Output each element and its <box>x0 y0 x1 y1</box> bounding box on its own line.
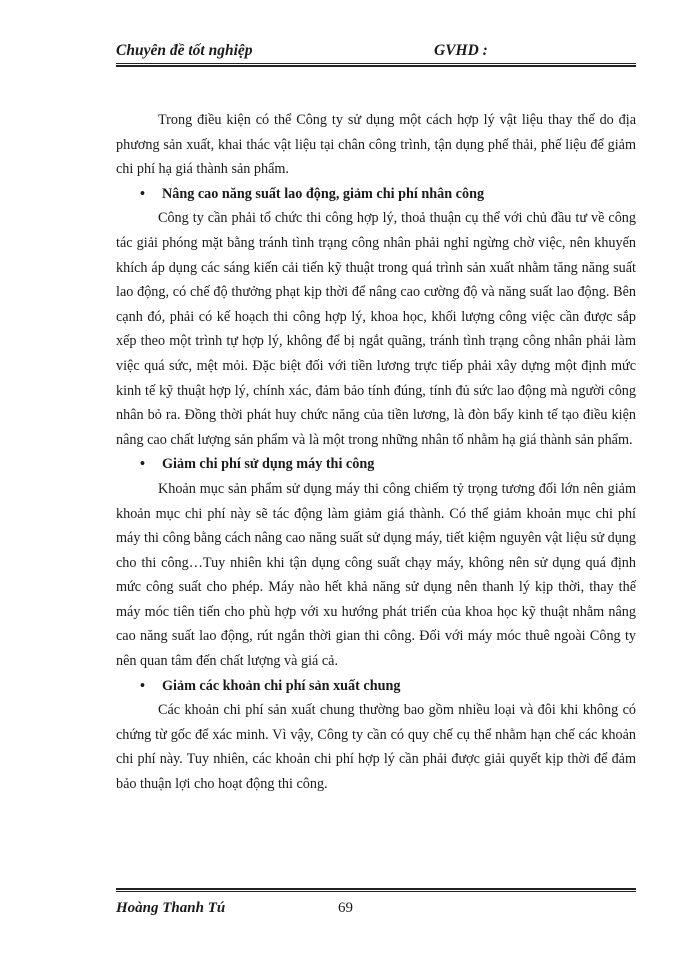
bullet-icon: • <box>140 185 145 202</box>
footer-rule-thick <box>116 888 636 890</box>
author-name: Hoàng Thanh Tú <box>116 900 226 916</box>
bullet-heading-labor <box>116 182 636 207</box>
header-rule-thin <box>116 63 636 64</box>
bullet-heading-overhead <box>116 674 636 699</box>
bullet-heading-machines <box>116 452 636 477</box>
bullet-heading-text: Nâng cao năng suất lao động, giảm chi phí nhân công <box>162 185 485 202</box>
document-title: Chuyên đề tốt nghiệp <box>116 42 253 59</box>
page-body <box>116 108 636 797</box>
header-rule-thick <box>116 65 636 67</box>
bullet-icon: • <box>140 677 145 694</box>
paragraph-machines: Khoản mục sản phẩm sử dụng máy thi công chiếm tỷ trọng tương đối lớn nên giảm khoản mục chi phí này sẽ tác động làm giảm giá thành. Có thể giảm khoản mục chi phí máy thi công bằng cách nâng cao năng suất sử dụng máy, tiết kiệm nguyên vật liệu sử dụng cho thi công…Tuy nhiên khi tận dụng công suất chạy máy, không nên sử dụng quá định mức công suất cho phép. Máy nào hết khả năng sử dụng nên thanh lý kịp thời, thay thế máy móc tiên tiến cho phù hợp với xu hướng phát triển của khoa học kỹ thuật nhằm nâng cao năng suất lao động, rút ngắn thời gian thi công. Đối với máy móc thuê ngoài Công ty nên quan tâm đến chất lượng và giá cả. <box>116 480 636 670</box>
footer-rule-thin <box>116 891 636 892</box>
page-number: 69 <box>338 900 353 916</box>
paragraph-overhead: Các khoản chi phí sản xuất chung thường bao gồm nhiều loại và đôi khi không có chứng từ gốc để xác minh. Vì vậy, Công ty cần có quy chế cụ thể nhằm hạn chế các khoản chi phí này. Tuy nhiên, các khoản chi phí hợp lý cần phải được giải quyết kịp thời để đảm bảo thuận lợi cho hoạt động thi công. <box>116 702 636 793</box>
supervisor-label: GVHD : <box>434 42 488 59</box>
paragraph-labor: Công ty cần phải tổ chức thi công hợp lý, thoả thuận cụ thể với chủ đầu tư về công tác giải phóng mặt bằng tránh tình trạng công nhân phải nghỉ ngừng chờ việc, nên khuyến khích áp dụng các sáng kiến cải tiến kỹ thuật trong quá trình sản xuất nhằm tăng năng suất lao động, có chế độ thưởng phạt kịp thời để nâng cao cường độ và năng suất lao động. Bên cạnh đó, phải có kế hoạch thi công hợp lý, khoa học, khối lượng công việc cần được sắp xếp theo một trình tự hợp lý, không để bị ngắt quãng, tránh tình trạng công nhân phải làm việc quá sức, mệt mỏi. Đặc biệt đối với tiền lương trực tiếp phải xây dựng một định mức kinh tế kỹ thuật hợp lý, chính xác, đảm bảo tính đúng, tính đủ sức lao động mà người công nhân bỏ ra. Đồng thời phát huy chức năng của tiền lương, là đòn bẩy kinh tế tạo điều kiện nâng cao chất lượng sản phẩm và là một trong những nhân tố nhằm hạ giá thành sản phẩm. <box>116 210 636 448</box>
paragraph-materials: Trong điều kiện có thể Công ty sử dụng một cách hợp lý vật liệu thay thế do địa phương sản xuất, khai thác vật liệu tại chân công trình, tận dụng phế thải, phế liệu để giảm chi phí hạ giá thành sản phẩm. <box>116 112 636 178</box>
bullet-icon: • <box>140 456 145 473</box>
page-footer <box>116 900 636 922</box>
page-header <box>116 42 636 64</box>
bullet-heading-text: Giảm các khoản chi phí sản xuất chung <box>162 677 401 694</box>
bullet-heading-text: Giảm chi phí sử dụng máy thi công <box>162 456 375 473</box>
